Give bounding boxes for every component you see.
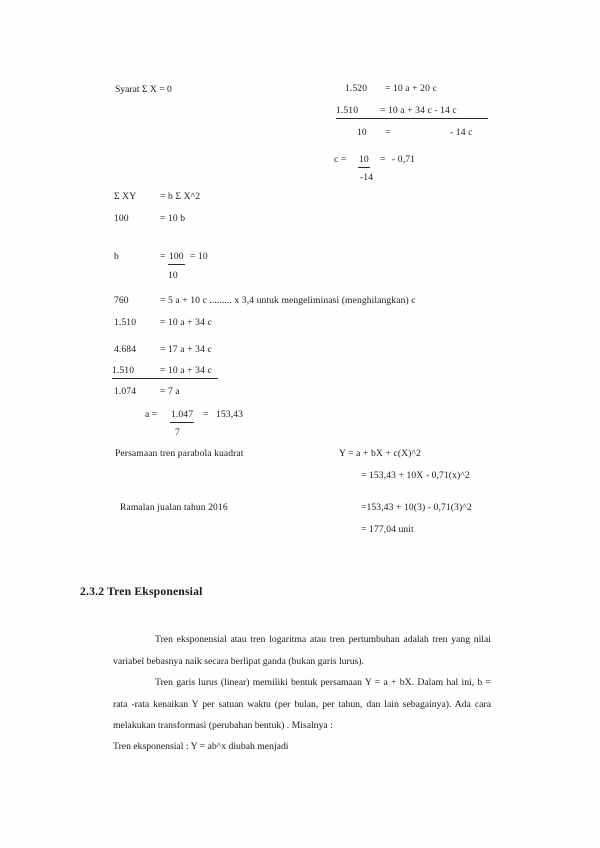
- equation-line-0: Y = a + bX + c(X)^2: [339, 448, 421, 459]
- sum-value-rhs: = 10 b: [160, 213, 186, 224]
- system-row-rhs-4: = 7 a: [160, 386, 180, 397]
- system-row-rhs-0: = 5 a + 10 c ......... x 3,4 untuk mengeliminasi (menghilangkan) c: [160, 295, 416, 306]
- c-fraction-equals: =: [380, 154, 386, 165]
- elimination-row-lhs-0: 1.520: [345, 83, 368, 94]
- forecast-label: Ramalan jualan tahun 2016: [120, 502, 228, 513]
- forecast-line-1: = 177,04 unit: [361, 524, 414, 535]
- paragraph-3: Tren eksponensial : Y = ab^x diubah menjadi: [113, 741, 289, 752]
- b-fraction-lhs: b: [114, 251, 119, 262]
- system-row-underline-3: [112, 366, 218, 379]
- equation-line-1: = 153,43 + 10X - 0,71(x)^2: [361, 470, 470, 481]
- c-fraction-denominator: -14: [360, 172, 374, 183]
- section-heading: 2.3.2 Tren Eksponensial: [80, 585, 203, 598]
- elimination-row-lhs-1: 1.510: [336, 105, 359, 116]
- system-row-lhs-1: 1.510: [114, 317, 137, 328]
- elimination-row-rhs-2: =: [385, 127, 391, 138]
- elimination-row-underline-1: [336, 106, 488, 119]
- paragraph-2: Tren garis lurus (linear) memiliki bentuk persamaan Y = a + bX. Dalam hal ini, b = rata -rata kenaikan Y per satuan waktu (per bulan, per tahun, dan lain sebagainya). Ada cara melakukan transformasi (perubahan bentuk) . Misalnya :: [113, 677, 491, 731]
- system-row-rhs-3: = 10 a + 34 c: [160, 365, 212, 376]
- elimination-row-tail-2: - 14 c: [450, 127, 473, 138]
- paragraph-1: Tren eksponensial atau tren logaritma atau tren pertumbuhan adalah tren yang nilai variabel bebasnya naik secara berlipat ganda (bukan garis lurus).: [113, 634, 491, 667]
- equation-label: Persamaan tren parabola kuadrat: [115, 448, 244, 459]
- a-fraction-equals: =: [203, 409, 209, 420]
- c-fraction-numerator: 10: [358, 155, 370, 168]
- system-row-rhs-2: = 17 a + 34 c: [160, 344, 212, 355]
- elimination-row-rhs-0: = 10 a + 20 c: [385, 83, 437, 94]
- b-fraction-denominator: 10: [168, 270, 178, 281]
- b-fraction-numerator: 100: [168, 252, 185, 265]
- forecast-line-0: =153,43 + 10(3) - 0,71(3)^2: [361, 502, 472, 513]
- system-row-rhs-1: = 10 a + 34 c: [160, 317, 212, 328]
- b-fraction-result: = 10: [190, 251, 208, 262]
- sum-value-lhs: 100: [114, 213, 129, 224]
- system-row-lhs-2: 4.684: [114, 344, 137, 355]
- system-row-lhs-3: 1.510: [112, 365, 135, 376]
- a-fraction-denominator: 7: [175, 427, 180, 438]
- system-row-lhs-0: 760: [114, 295, 129, 306]
- elimination-row-lhs-2: 10: [357, 127, 367, 138]
- a-fraction-result: 153,43: [216, 409, 243, 420]
- system-row-lhs-4: 1.074: [114, 386, 137, 397]
- sum-xy-rhs: = b Σ X^2: [160, 191, 201, 202]
- condition-label: Syarat Σ X = 0: [115, 84, 172, 95]
- a-fraction-numerator: 1.047: [170, 410, 194, 423]
- sum-xy-lhs: Σ XY: [114, 191, 137, 202]
- a-fraction-prefix: a =: [145, 409, 158, 420]
- b-fraction-equals: =: [160, 251, 166, 262]
- elimination-row-rhs-1: = 10 a + 34 c - 14 c: [380, 105, 457, 116]
- c-fraction-prefix: c =: [334, 154, 347, 165]
- c-fraction-result: - 0,71: [392, 154, 415, 165]
